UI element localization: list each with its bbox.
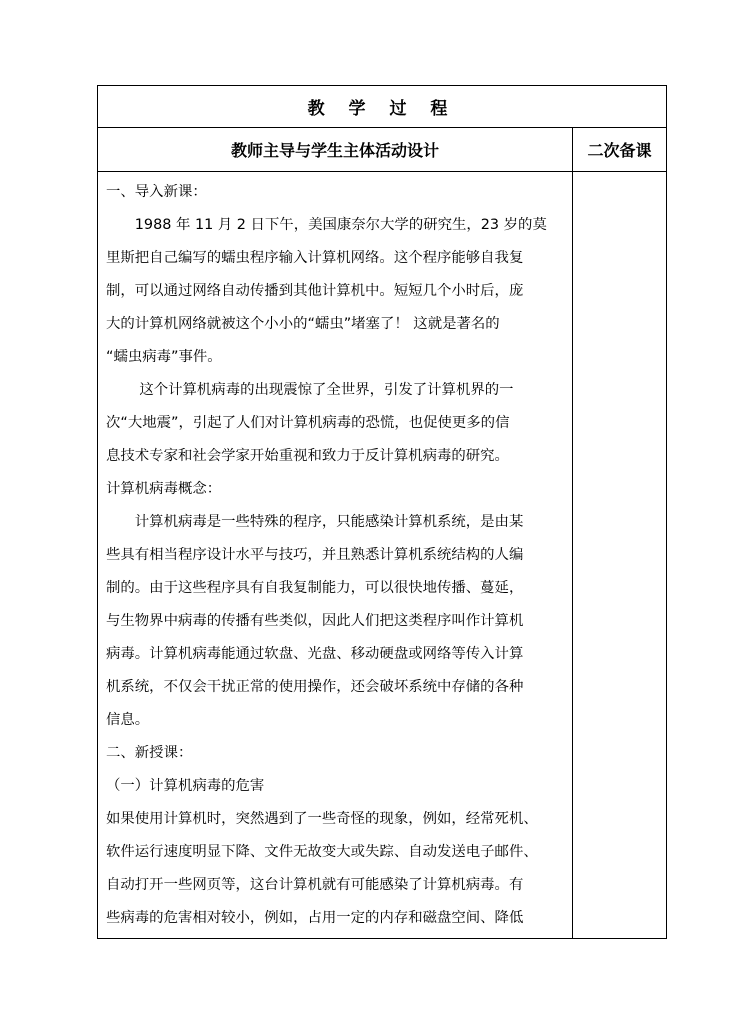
text-line: 软件运行速度明显下降、文件无故变大或失踪、自动发送电子邮件、 [106, 844, 538, 860]
text-line: 里斯把自己编写的蠕虫程序输入计算机网络。这个程序能够自我复 [106, 250, 524, 266]
main-column-header: 教师主导与学生主体活动设计 [230, 141, 439, 160]
text-line: 信息。 [106, 712, 150, 728]
text-line: （一）计算机病毒的危害 [106, 778, 265, 794]
text-line: 计算机病毒概念： [106, 481, 222, 497]
lesson-table [97, 85, 667, 939]
text-line: 自动打开一些网页等，这台计算机就有可能感染了计算机病毒。有 [106, 877, 524, 893]
text-line: “蠕虫病毒”事件。 [106, 349, 222, 365]
text-line: 些具有相当程序设计水平与技巧，并且熟悉计算机系统结构的人编 [106, 547, 524, 563]
text-line: 病毒。计算机病毒能通过软盘、光盘、移动硬盘或网络等传入计算 [106, 646, 524, 662]
text-line: 制的。由于这些程序具有自我复制能力，可以很快地传播、蔓延， [106, 580, 524, 596]
text-line: 大的计算机网络就被这个小小的“蠕虫”堵塞了！ 这就是著名的 [106, 316, 500, 332]
text-line: 制，可以通过网络自动传播到其他计算机中。短短几个小时后，庞 [106, 283, 524, 299]
text-line: 计算机病毒是一些特殊的程序，只能感染计算机系统，是由某 [106, 514, 524, 530]
text-line: 与生物界中病毒的传播有些类似，因此人们把这类程序叫作计算机 [106, 613, 524, 629]
column-divider [572, 172, 573, 938]
text-line: 这个计算机病毒的出现震惊了全世界，引发了计算机界的一 [106, 382, 514, 398]
text-line: 息技术专家和社会学家开始重视和致力于反计算机病毒的研究。 [106, 448, 509, 464]
text-line: 如果使用计算机时，突然遇到了一些奇怪的现象，例如，经常死机、 [106, 811, 538, 827]
table-title: 教 学 过 程 [307, 99, 457, 119]
text-line: 二、新授课： [106, 745, 193, 761]
side-column-header: 二次备课 [572, 128, 666, 171]
text-line: 机系统，不仅会干扰正常的使用操作，还会破坏系统中存储的各种 [106, 679, 524, 695]
table-header-row [98, 128, 666, 172]
text-line: 1988 年 11 月 2 日下午，美国康奈尔大学的研究生，23 岁的莫 [106, 217, 547, 233]
text-line: 一、导入新课： [106, 184, 207, 200]
table-title-row [98, 86, 666, 128]
text-line: 次“大地震”，引起了人们对计算机病毒的恐慌，也促使更多的信 [106, 415, 510, 431]
text-line: 些病毒的危害相对较小，例如，占用一定的内存和磁盘空间、降低 [106, 910, 524, 926]
